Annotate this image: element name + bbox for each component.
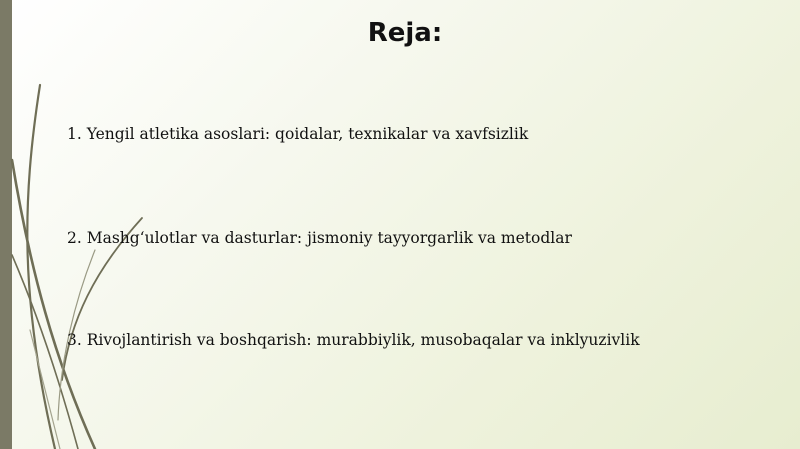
agenda-item-2: 2. Mashg‘ulotlar va dasturlar: jismoniy tayyorgarlik va metodlar xyxy=(67,229,572,247)
agenda-item-1: 1. Yengil atletika asoslari: qoidalar, texnikalar va xavfsizlik xyxy=(67,125,529,143)
agenda-item-3: 3. Rivojlantirish va boshqarish: murabbiylik, musobaqalar va inklyuzivlik xyxy=(67,331,640,349)
left-accent-bar xyxy=(0,0,12,449)
agenda-list xyxy=(67,0,787,449)
slide-title: Reja: xyxy=(367,18,443,48)
